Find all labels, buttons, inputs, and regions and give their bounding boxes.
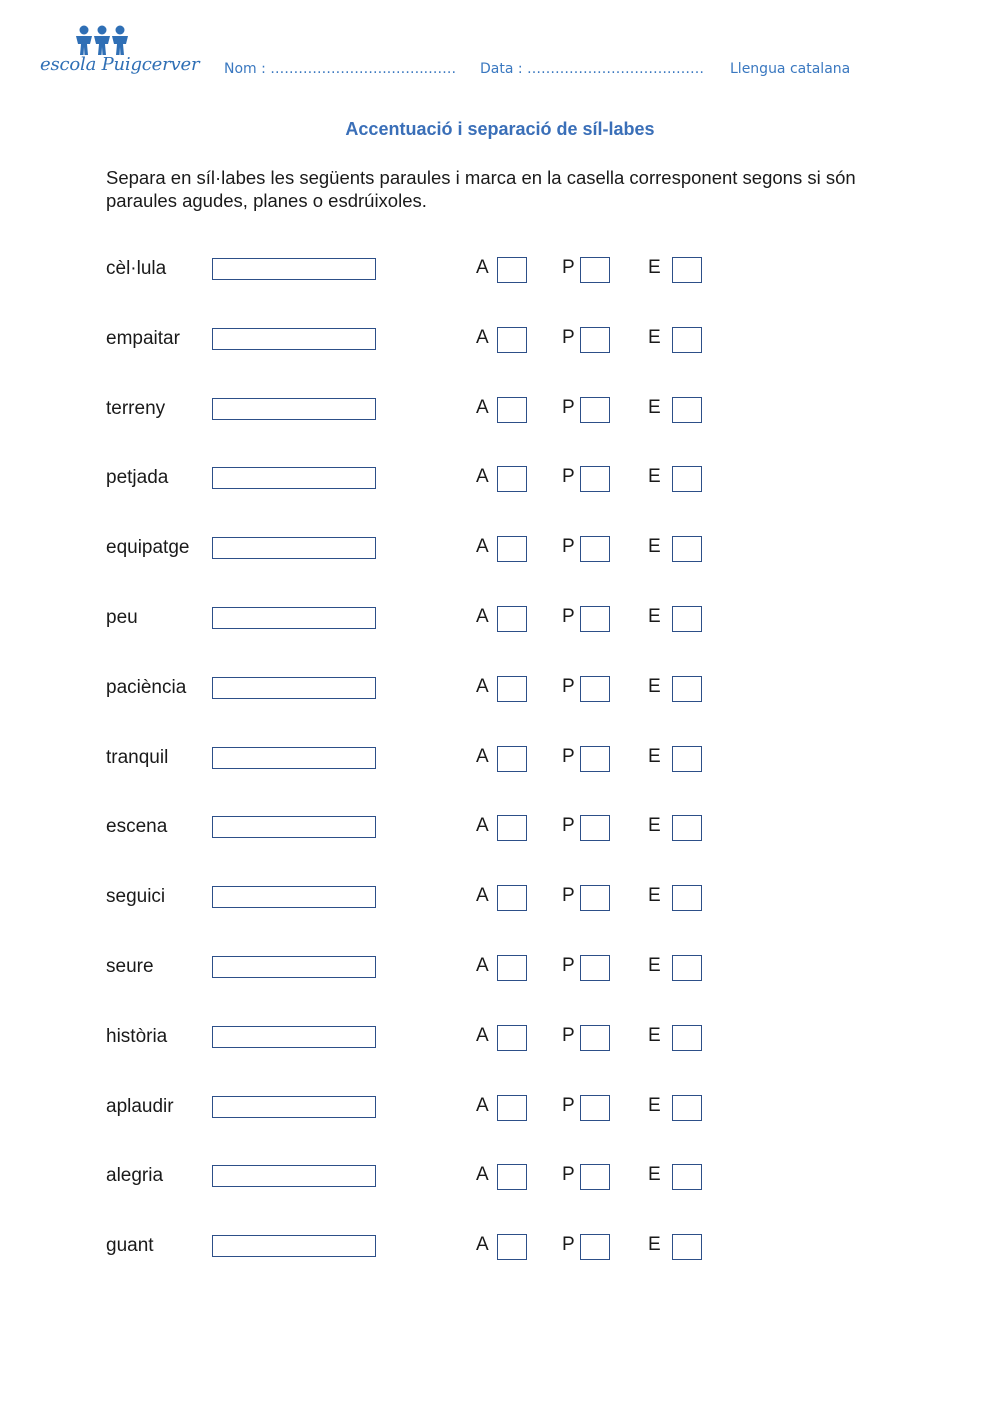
option-letter-esdruixola: E [648, 326, 661, 348]
option-letter-plana: P [562, 536, 575, 558]
option-letter-plana: P [562, 745, 575, 767]
checkbox-esdruixola[interactable] [672, 606, 702, 632]
checkbox-plana[interactable] [580, 885, 610, 911]
checkbox-plana[interactable] [580, 746, 610, 772]
checkbox-aguda[interactable] [497, 606, 527, 632]
option-letter-aguda: A [476, 1234, 489, 1256]
word-label: guant [106, 1235, 154, 1257]
checkbox-plana[interactable] [580, 955, 610, 981]
checkbox-esdruixola[interactable] [672, 746, 702, 772]
option-letter-aguda: A [476, 885, 489, 907]
word-label: història [106, 1025, 168, 1047]
syllable-answer-field[interactable] [212, 328, 376, 350]
option-letter-aguda: A [476, 815, 489, 837]
option-letter-esdruixola: E [648, 1234, 661, 1256]
checkbox-plana[interactable] [580, 1095, 610, 1121]
checkbox-aguda[interactable] [497, 885, 527, 911]
word-label: empaitar [106, 327, 180, 349]
checkbox-plana[interactable] [580, 536, 610, 562]
checkbox-aguda[interactable] [497, 746, 527, 772]
checkbox-aguda[interactable] [497, 815, 527, 841]
option-letter-esdruixola: E [648, 396, 661, 418]
checkbox-esdruixola[interactable] [672, 327, 702, 353]
checkbox-aguda[interactable] [497, 1025, 527, 1051]
word-label: aplaudir [106, 1095, 174, 1117]
word-row [0, 747, 1000, 777]
option-letter-aguda: A [476, 396, 489, 418]
option-letter-esdruixola: E [648, 1024, 661, 1046]
syllable-answer-field[interactable] [212, 747, 376, 769]
word-label: tranquil [106, 746, 169, 768]
syllable-answer-field[interactable] [212, 1096, 376, 1118]
word-row [0, 537, 1000, 567]
syllable-answer-field[interactable] [212, 1235, 376, 1257]
checkbox-plana[interactable] [580, 1164, 610, 1190]
checkbox-esdruixola[interactable] [672, 1025, 702, 1051]
checkbox-aguda[interactable] [497, 1095, 527, 1121]
checkbox-esdruixola[interactable] [672, 257, 702, 283]
checkbox-esdruixola[interactable] [672, 676, 702, 702]
word-row [0, 956, 1000, 986]
syllable-answer-field[interactable] [212, 816, 376, 838]
checkbox-plana[interactable] [580, 676, 610, 702]
word-row [0, 1096, 1000, 1126]
word-row [0, 1235, 1000, 1265]
option-letter-esdruixola: E [648, 885, 661, 907]
option-letter-aguda: A [476, 955, 489, 976]
option-letter-aguda: A [476, 536, 489, 558]
option-letter-aguda: A [476, 1024, 489, 1046]
word-row [0, 607, 1000, 637]
checkbox-esdruixola[interactable] [672, 885, 702, 911]
option-letter-esdruixola: E [648, 606, 661, 627]
option-letter-plana: P [562, 1094, 575, 1116]
option-letter-esdruixola: E [648, 675, 661, 697]
syllable-answer-field[interactable] [212, 398, 376, 420]
word-row [0, 886, 1000, 916]
word-row [0, 398, 1000, 428]
option-letter-plana: P [562, 955, 575, 976]
option-letter-esdruixola: E [648, 955, 661, 976]
checkbox-esdruixola[interactable] [672, 397, 702, 423]
option-letter-aguda: A [476, 326, 489, 348]
word-row [0, 328, 1000, 358]
checkbox-plana[interactable] [580, 257, 610, 283]
name-field[interactable]: Nom : ……………………..……..…… [224, 61, 457, 77]
option-letter-aguda: A [476, 745, 489, 767]
checkbox-plana[interactable] [580, 606, 610, 632]
checkbox-aguda[interactable] [497, 1234, 527, 1260]
option-letter-aguda: A [476, 606, 489, 627]
option-letter-plana: P [562, 257, 575, 278]
option-letter-aguda: A [476, 1094, 489, 1116]
checkbox-esdruixola[interactable] [672, 1164, 702, 1190]
syllable-answer-field[interactable] [212, 258, 376, 280]
word-label: petjada [106, 467, 169, 489]
option-letter-esdruixola: E [648, 815, 661, 837]
word-label: peu [106, 607, 138, 628]
option-letter-plana: P [562, 326, 575, 348]
syllable-answer-field[interactable] [212, 677, 376, 699]
option-letter-plana: P [562, 675, 575, 697]
word-label: seure [106, 956, 154, 977]
option-letter-esdruixola: E [648, 745, 661, 767]
checkbox-plana[interactable] [580, 397, 610, 423]
checkbox-esdruixola[interactable] [672, 1234, 702, 1260]
checkbox-aguda[interactable] [497, 257, 527, 283]
checkbox-plana[interactable] [580, 815, 610, 841]
subject-label: Llengua catalana [730, 61, 851, 77]
checkbox-esdruixola[interactable] [672, 815, 702, 841]
option-letter-esdruixola: E [648, 257, 661, 278]
children-figures-icon [40, 24, 170, 58]
logo-text: escola Puigcerver [40, 54, 200, 75]
checkbox-aguda[interactable] [497, 955, 527, 981]
school-logo [40, 24, 200, 86]
option-letter-plana: P [562, 815, 575, 837]
checkbox-plana[interactable] [580, 1025, 610, 1051]
instructions-text: Separa en síl·labes les següents paraules i marca en la casella corresponent segons si són paraules agudes, planes o esdrúixoles. [106, 167, 856, 211]
word-row [0, 258, 1000, 288]
option-letter-aguda: A [476, 466, 489, 488]
checkbox-esdruixola[interactable] [672, 536, 702, 562]
checkbox-aguda[interactable] [497, 397, 527, 423]
option-letter-plana: P [562, 1234, 575, 1256]
date-field[interactable]: Data : …………………………..…… [480, 61, 704, 77]
option-letter-esdruixola: E [648, 536, 661, 558]
checkbox-aguda[interactable] [497, 676, 527, 702]
checkbox-esdruixola[interactable] [672, 466, 702, 492]
checkbox-esdruixola[interactable] [672, 1095, 702, 1121]
checkbox-aguda[interactable] [497, 327, 527, 353]
word-row [0, 677, 1000, 707]
syllable-answer-field[interactable] [212, 537, 376, 559]
syllable-answer-field[interactable] [212, 1165, 376, 1187]
syllable-answer-field[interactable] [212, 956, 376, 978]
checkbox-aguda[interactable] [497, 466, 527, 492]
option-letter-plana: P [562, 1024, 575, 1046]
page-title: Accentuació i separació de síl-labes [345, 119, 655, 139]
word-label: escena [106, 816, 168, 838]
word-label: terreny [106, 397, 166, 419]
syllable-answer-field[interactable] [212, 607, 376, 629]
option-letter-plana: P [562, 606, 575, 627]
option-letter-plana: P [562, 885, 575, 907]
option-letter-esdruixola: E [648, 1164, 661, 1186]
word-row [0, 1165, 1000, 1195]
word-label: alegria [106, 1165, 164, 1187]
checkbox-plana[interactable] [580, 327, 610, 353]
option-letter-aguda: A [476, 675, 489, 697]
word-row [0, 816, 1000, 846]
word-row [0, 1026, 1000, 1056]
syllable-answer-field[interactable] [212, 467, 376, 489]
checkbox-esdruixola[interactable] [672, 955, 702, 981]
word-label: equipatge [106, 537, 190, 559]
option-letter-plana: P [562, 1164, 575, 1186]
checkbox-plana[interactable] [580, 466, 610, 492]
word-label: cèl·lula [106, 258, 167, 279]
word-row [0, 467, 1000, 497]
syllable-answer-field[interactable] [212, 1026, 376, 1048]
syllable-answer-field[interactable] [212, 886, 376, 908]
option-letter-aguda: A [476, 1164, 489, 1186]
option-letter-plana: P [562, 466, 575, 488]
option-letter-esdruixola: E [648, 1094, 661, 1116]
checkbox-plana[interactable] [580, 1234, 610, 1260]
checkbox-aguda[interactable] [497, 1164, 527, 1190]
option-letter-esdruixola: E [648, 466, 661, 488]
option-letter-aguda: A [476, 257, 489, 278]
checkbox-aguda[interactable] [497, 536, 527, 562]
option-letter-plana: P [562, 396, 575, 418]
word-label: seguici [106, 886, 166, 908]
word-label: paciència [106, 676, 187, 698]
